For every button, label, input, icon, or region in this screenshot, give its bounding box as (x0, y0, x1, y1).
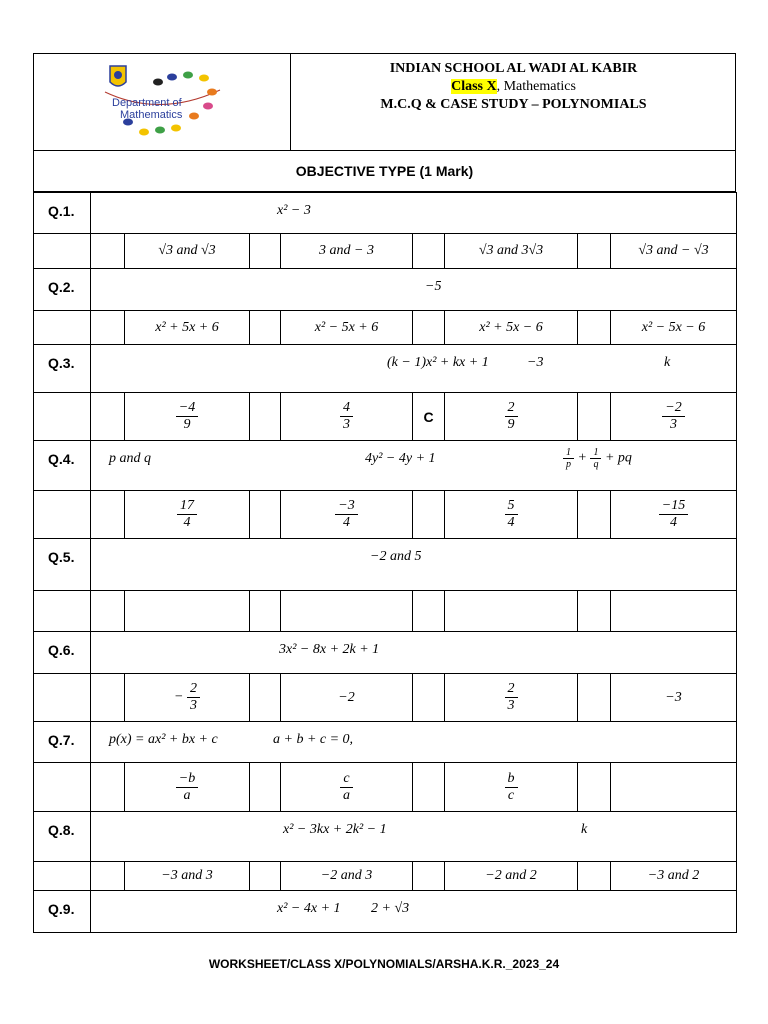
option-spacer (34, 591, 91, 632)
section-title: OBJECTIVE TYPE (1 Mark) (33, 151, 736, 192)
question-number: Q.7. (34, 722, 91, 763)
question-row (34, 193, 737, 234)
question-stem (91, 345, 737, 393)
option-b: 3 and − 3 (281, 234, 413, 269)
option-a (125, 491, 250, 539)
stem-variable: k (664, 355, 671, 370)
question-stem (91, 193, 737, 234)
option-a: − $\frac{2}{3}$ (125, 674, 250, 722)
option-a-marker (91, 491, 125, 539)
question-row (34, 891, 737, 933)
option-c: √3 and 3√3 (445, 234, 578, 269)
options-row (34, 491, 737, 539)
question-row (34, 269, 737, 311)
question-number: Q.8. (34, 812, 91, 862)
option-c-marker (413, 234, 445, 269)
questions-table (33, 192, 737, 933)
options-row (34, 674, 737, 722)
option-a-marker (91, 674, 125, 722)
option-a (125, 763, 250, 812)
fraction: $\frac{1}{q}$ (590, 447, 601, 470)
option-c (445, 763, 578, 812)
option-c: −2 and 2 (445, 862, 578, 891)
option-b-marker (250, 311, 281, 345)
question-row (34, 722, 737, 763)
option-a: −3 and 3 (125, 862, 250, 891)
option-a: √3 and √3 (125, 234, 250, 269)
fraction: $\frac{2}{3}$ (505, 681, 518, 714)
option-b (281, 393, 413, 441)
stem-expression: x² − 4x + 1 (277, 901, 341, 916)
option-b (281, 491, 413, 539)
question-number: Q.6. (34, 632, 91, 674)
fraction: $\frac{2}{3}$ (187, 681, 200, 714)
option-b-marker (250, 862, 281, 891)
option-a-marker (91, 591, 125, 632)
question-row (34, 441, 737, 491)
stem-sum-expression: $\frac{1}{p}$ + $\frac{1}{q}$ + pq (563, 447, 632, 470)
options-row (34, 311, 737, 345)
options-row (34, 862, 737, 891)
option-a-marker (91, 393, 125, 441)
option-c (445, 591, 578, 632)
option-c-marker (413, 862, 445, 891)
option-spacer (34, 862, 91, 891)
fraction: $\frac{-15}{4}$ (659, 498, 688, 531)
fraction: $\frac{-3}{4}$ (335, 498, 357, 531)
option-a-marker (91, 763, 125, 812)
question-stem (91, 632, 737, 674)
question-number: Q.5. (34, 539, 91, 591)
option-spacer (34, 674, 91, 722)
stem-expression: 4y² − 4y + 1 (365, 451, 436, 466)
option-a-marker (91, 234, 125, 269)
question-row (34, 539, 737, 591)
option-d-marker (578, 862, 611, 891)
options-row (34, 234, 737, 269)
option-spacer (34, 311, 91, 345)
option-c-marker (413, 591, 445, 632)
stem-variable: k (581, 822, 588, 837)
option-d: −3 (611, 674, 737, 722)
option-d (611, 591, 737, 632)
question-number: Q.3. (34, 345, 91, 393)
stem-expression: x² − 3kx + 2k² − 1 (283, 822, 387, 837)
fraction: $\frac{1}{p}$ (563, 447, 574, 470)
option-spacer (34, 234, 91, 269)
option-b: −2 (281, 674, 413, 722)
option-b-marker (250, 763, 281, 812)
option-d: −3 and 2 (611, 862, 737, 891)
option-b-marker (250, 591, 281, 632)
fraction: $\frac{-4}{9}$ (176, 400, 198, 433)
option-c: x² + 5x − 6 (445, 311, 578, 345)
option-d-marker (578, 674, 611, 722)
option-a: x² + 5x + 6 (125, 311, 250, 345)
option-a (125, 393, 250, 441)
option-b-marker (250, 234, 281, 269)
option-spacer (34, 763, 91, 812)
option-b: x² − 5x + 6 (281, 311, 413, 345)
option-c (445, 491, 578, 539)
option-b-marker (250, 393, 281, 441)
fraction: $\frac{2}{9}$ (505, 400, 518, 433)
question-stem (91, 269, 737, 311)
class-label: Class X (451, 79, 497, 94)
option-d: √3 and − √3 (611, 234, 737, 269)
option-d (611, 763, 737, 812)
stem-expression: x² − 3 (277, 203, 311, 218)
stem-condition: a + b + c = 0, (273, 732, 354, 747)
fraction: $\frac{17}{4}$ (177, 498, 197, 531)
option-spacer (34, 393, 91, 441)
footer-reference: WORKSHEET/CLASS X/POLYNOMIALS/ARSHA.K.R._2023_24 (208, 957, 560, 971)
question-row (34, 812, 737, 862)
subject-label: , Mathematics (496, 79, 576, 94)
option-c-marker (413, 763, 445, 812)
option-c (445, 674, 578, 722)
option-c-marker: C (413, 393, 445, 441)
option-c (445, 393, 578, 441)
stem-expression: −2 and 5 (370, 549, 422, 564)
option-d-marker (578, 763, 611, 812)
option-b-marker (250, 491, 281, 539)
question-stem (91, 891, 737, 933)
options-row (34, 763, 737, 812)
option-d-marker (578, 491, 611, 539)
question-row (34, 345, 737, 393)
stem-expression: 3x² − 8x + 2k + 1 (279, 642, 380, 657)
stem-variables: p and q (109, 451, 151, 466)
option-d: x² − 5x − 6 (611, 311, 737, 345)
question-number: Q.1. (34, 193, 91, 234)
question-stem (91, 539, 737, 591)
stem-expression: (k − 1)x² + kx + 1 (387, 355, 489, 370)
logo-text-line2: Mathematics (120, 109, 183, 121)
option-d (611, 491, 737, 539)
stem-value: 2 + √3 (371, 901, 410, 916)
option-d-marker (578, 234, 611, 269)
option-c-marker (413, 311, 445, 345)
logo-text-line1: Department of (112, 97, 182, 109)
fraction: $\frac{-2}{3}$ (662, 400, 684, 433)
option-spacer (34, 491, 91, 539)
fraction: $\frac{-b}{a}$ (176, 771, 198, 804)
fraction: $\frac{c}{a}$ (340, 771, 353, 804)
option-d-marker (578, 311, 611, 345)
option-b (281, 763, 413, 812)
question-row (34, 632, 737, 674)
option-a-marker (91, 862, 125, 891)
fraction: $\frac{5}{4}$ (505, 498, 518, 531)
option-b-marker (250, 674, 281, 722)
school-name: INDIAN SCHOOL AL WADI AL KABIR (389, 61, 638, 76)
options-row (34, 393, 737, 441)
option-d-marker (578, 591, 611, 632)
class-subject-line (291, 78, 736, 96)
fraction: $\frac{4}{3}$ (340, 400, 353, 433)
fraction: $\frac{b}{c}$ (505, 771, 518, 804)
option-c-marker (413, 674, 445, 722)
question-number: Q.9. (34, 891, 91, 933)
option-b: −2 and 3 (281, 862, 413, 891)
option-b (281, 591, 413, 632)
worksheet-title: M.C.Q & CASE STUDY – POLYNOMIALS (380, 97, 647, 112)
options-row (34, 591, 737, 632)
question-number: Q.2. (34, 269, 91, 311)
stem-function: p(x) = ax² + bx + c (109, 732, 218, 747)
department-logo (100, 60, 230, 145)
option-a (125, 591, 250, 632)
question-stem (91, 722, 737, 763)
question-stem (91, 441, 737, 491)
option-c-marker (413, 491, 445, 539)
stem-expression: −5 (425, 279, 442, 294)
option-d-marker (578, 393, 611, 441)
option-a-marker (91, 311, 125, 345)
option-d (611, 393, 737, 441)
question-number: Q.4. (34, 441, 91, 491)
stem-value: −3 (527, 355, 544, 370)
question-stem (91, 812, 737, 862)
